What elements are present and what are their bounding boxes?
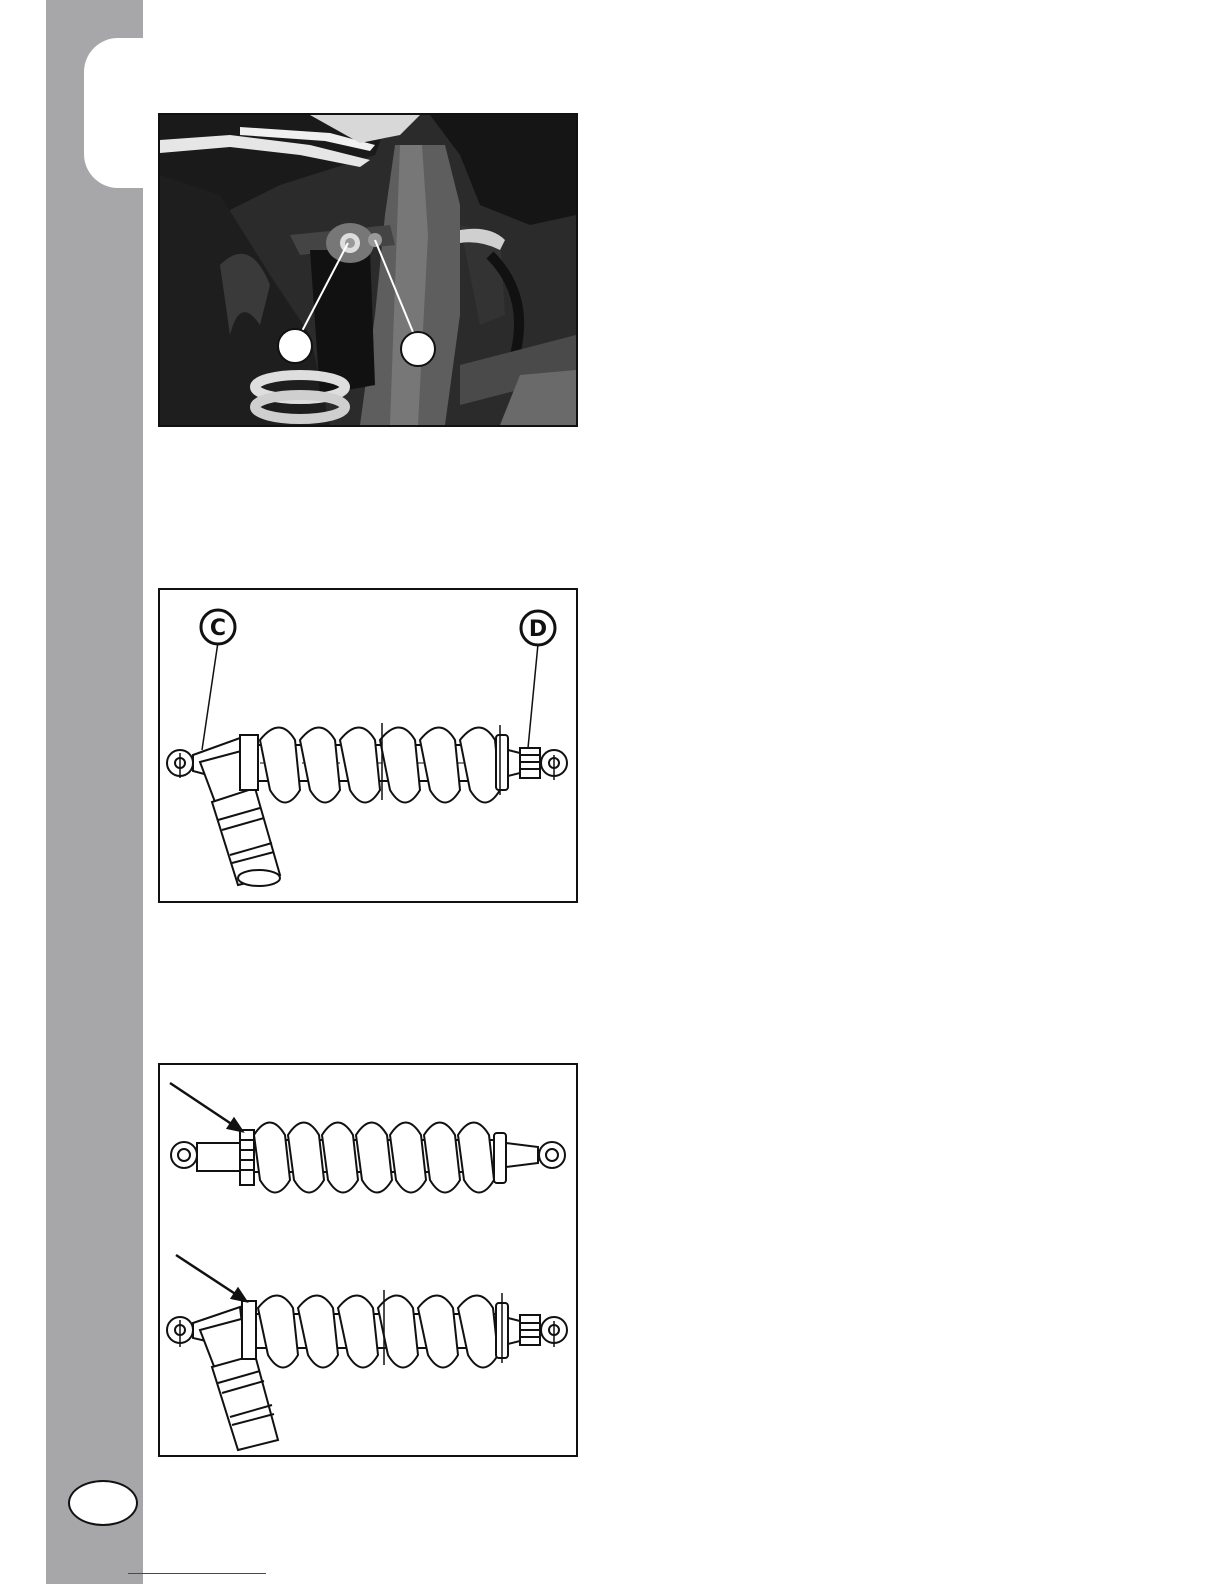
callout-circle-right: [401, 332, 435, 366]
side-margin-bar: [46, 0, 143, 1584]
shock-top: [171, 1123, 565, 1193]
shock-bottom: [167, 1290, 567, 1450]
callout-circle-left: [278, 329, 312, 363]
spring-adjuster-diagram: [158, 1063, 578, 1457]
shock-mounting-photo: [158, 113, 578, 427]
bottom-link-underline[interactable]: [128, 1573, 266, 1574]
callout-d: [521, 611, 555, 645]
callout-c: [201, 610, 235, 644]
shock-callout-diagram: [158, 588, 578, 903]
section-tab: [84, 38, 154, 188]
spring-adjuster-drawing: [160, 1065, 576, 1455]
shock-callout-drawing: [160, 590, 576, 901]
page-number-badge: [68, 1480, 138, 1526]
arrow-bottom: [176, 1255, 246, 1301]
arrow-top: [170, 1083, 242, 1131]
callout-d-label: D: [528, 617, 548, 642]
shock-mounting-photo-drawing: [160, 115, 576, 425]
callout-c-label: C: [209, 616, 227, 641]
